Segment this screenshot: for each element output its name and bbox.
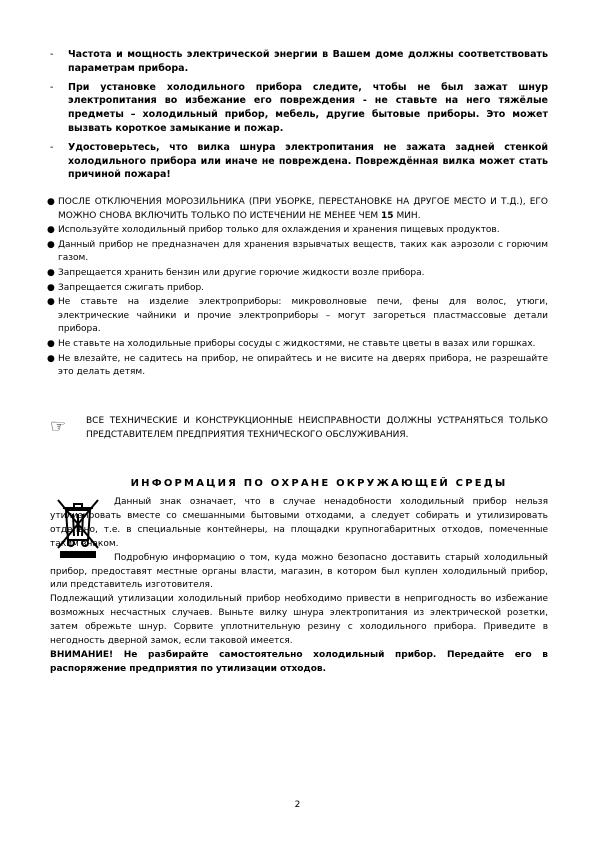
warning-item	[50, 141, 548, 182]
rule-text: Запрещается хранить бензин или другие горючие жидкости возле прибора.	[58, 267, 425, 278]
note-text: ВСЕ ТЕХНИЧЕСКИЕ И КОНСТРУКЦИОННЫЕ НЕИСПРАВНОСТИ ДОЛЖНЫ УСТРАНЯТЬСЯ ТОЛЬКО ПРЕДСТАВИТЕЛЕМ ПРЕДПРИЯТИЯ ТЕХНИЧЕСКОГО ОБСЛУЖИВАНИЯ.	[86, 416, 548, 440]
rule-item	[47, 239, 548, 266]
pointing-hand-icon: ☞	[50, 416, 67, 437]
dash-marker: -	[50, 81, 54, 93]
service-note	[50, 415, 548, 442]
env-paragraph: Подлежащий утилизации холодильный прибор необходимо привести в непригодность во избежание возможных несчастных случаев. Выньте вилку шнура электропитания из электрической розетки, затем обрежьте шнур. Сорвите уплотнительную резину с холодильного прибора. Приведите в негодность дверной замок, если таковой имеется.	[50, 594, 548, 647]
env-paragraph: Подробную информацию о том, куда можно безопасно доставить старый холодильный прибор, предоставят местные органы власти, магазин, в котором был куплен холодильный прибор, или представитель изготовителя.	[50, 552, 548, 591]
warning-text: Удостоверьтесь, что вилка шнура электропитания не зажата задней стенкой холодильного прибора или иначе не повреждена. Повреждённая вилка может стать причиной пожара!	[68, 141, 548, 181]
rule-text: Не влезайте, не садитесь на прибор, не опирайтесь и не висите на дверях прибора, не разрешайте это делать детям.	[58, 353, 548, 378]
rule-text	[58, 196, 548, 223]
rule-text: Не ставьте на изделие электроприборы: микроволновые печи, фены для волос, утюги, электрические чайники и прочие электроприборы – могут загореться пластмассовые детали прибора.	[58, 297, 548, 335]
rule-text: Не ставьте на холодильные приборы сосуды с жидкостями, не ставьте цветы в вазах или горшках.	[58, 338, 536, 349]
page-number: 2	[294, 800, 301, 810]
warning-text: При установке холодильного прибора следите, чтобы не был зажат шнур электропитания во избежание его повреждения - не ставьте на него тяжёлые предметы – холодильный прибор, мебель, другие бытовые приборы. Это может вызвать короткое замыкание и пожар.	[68, 81, 548, 134]
warning-item	[50, 81, 548, 136]
rule-item	[47, 224, 548, 238]
rule-item	[47, 267, 548, 281]
dash-marker: -	[50, 49, 54, 60]
warning-item	[50, 48, 548, 76]
rule-item	[47, 338, 548, 352]
env-paragraph: Данный знак означает, что в случае ненадобности холодильный прибор нельзя утилизировать вместе со смешанными бытовыми отходами, а следует собирать и утилизировать отдельно, т.е. в специальные контейнеры, на площадки крупногабаритных отходов, помеченные таким знаком.	[50, 497, 548, 549]
bullet-icon: ●	[47, 353, 55, 364]
rule-text: Запрещается сжигать прибор.	[58, 282, 205, 293]
bullet-icon: ●	[47, 338, 55, 349]
environment-section	[50, 496, 548, 677]
warning-text: Частота и мощность электрической энергии в Вашем доме должны соответствовать параметрам прибора.	[68, 49, 548, 74]
section-title: ИНФОРМАЦИЯ ПО ОХРАНЕ ОКРУЖАЮЩЕЙ СРЕДЫ	[130, 478, 508, 489]
rule-item	[47, 353, 548, 380]
bullet-icon: ●	[47, 297, 55, 308]
rule-text: Данный прибор не предназначен для хранения взрывчатых веществ, таких как аэрозоли с горючим газом.	[58, 239, 548, 264]
env-warning: ВНИМАНИЕ! Не разбирайте самостоятельно холодильный прибор. Передайте его в распоряжение предприятия по утилизации отходов.	[50, 649, 548, 674]
bullet-icon: ●	[47, 225, 55, 236]
minutes-value: 15	[381, 210, 394, 221]
bullet-icon: ●	[47, 267, 55, 278]
rule-item	[47, 196, 548, 223]
rule-item	[47, 282, 548, 296]
rule-text-part: МИН.	[393, 210, 421, 221]
rules-list	[47, 196, 548, 381]
bullet-icon: ●	[47, 197, 55, 207]
crossed-bin-icon	[54, 496, 102, 560]
bullet-icon: ●	[47, 239, 55, 250]
rule-text-part: ПОСЛЕ ОТКЛЮЧЕНИЯ МОРОЗИЛЬНИКА (ПРИ УБОРКЕ, ПЕРЕСТАНОВКЕ НА ДРУГОЕ МЕСТО И Т.Д.), ЕГО МОЖНО СНОВА ВКЛЮЧИТЬ ТОЛЬКО ПО ИСТЕЧЕНИИ НЕ МЕНЕЕ ЧЕМ	[58, 197, 548, 221]
dash-marker: -	[50, 141, 54, 153]
rule-text: Используйте холодильный прибор только для охлаждения и хранения пищевых продуктов.	[58, 225, 500, 236]
rule-item	[47, 296, 548, 337]
warning-list	[50, 48, 548, 187]
bullet-icon: ●	[47, 282, 55, 293]
